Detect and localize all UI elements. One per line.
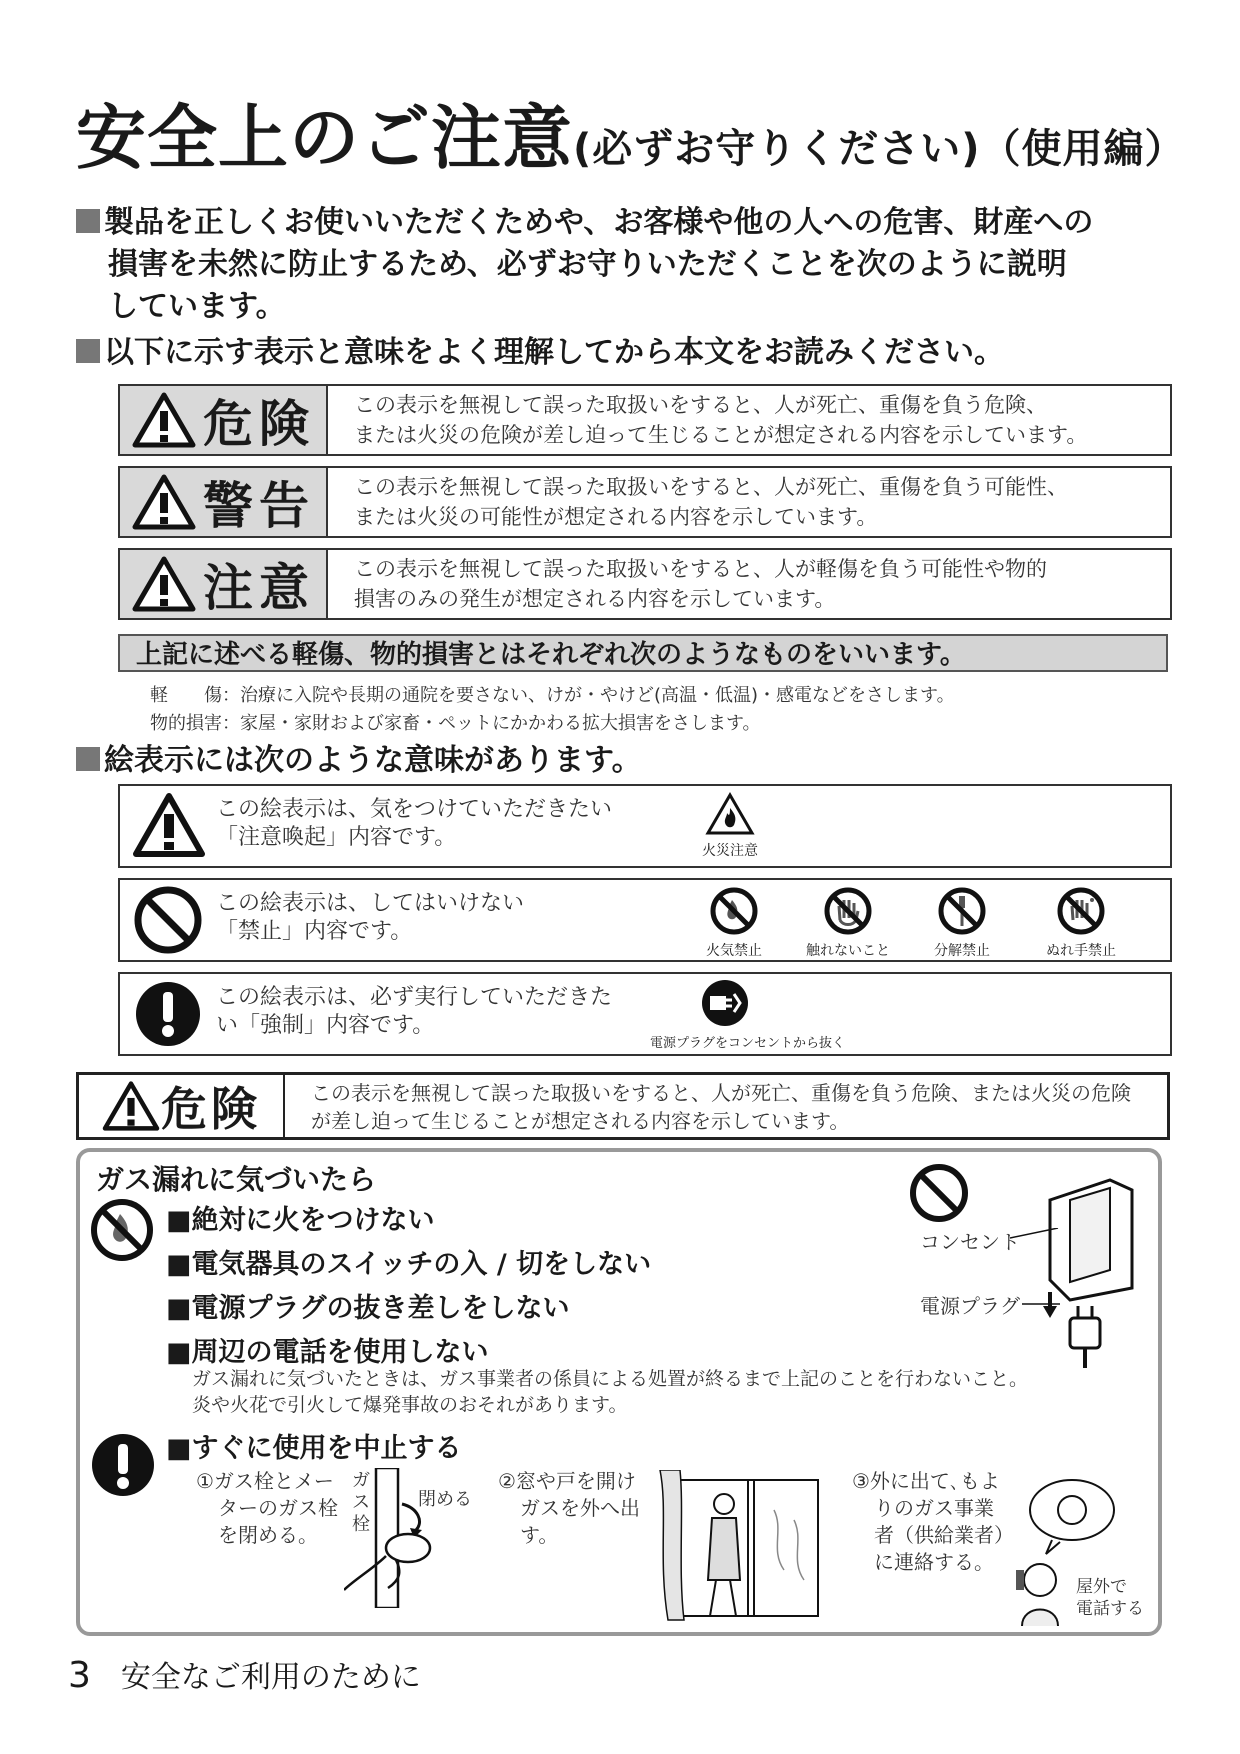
warning-triangle-icon xyxy=(131,555,197,613)
valve-label: ガス栓 xyxy=(352,1470,370,1535)
gas-rule-no-switch: ■電気器具のスイッチの入 / 切をしない xyxy=(166,1249,652,1280)
no-wet-hands-symbol: ぬれ手禁止 xyxy=(1046,886,1116,960)
outlet-label: コンセント xyxy=(920,1230,1020,1254)
fire-caution-icon xyxy=(705,792,755,836)
intro-instruction: 以下に示す表示と意味をよく理解してから本文をお読みください。 xyxy=(76,332,1004,374)
do-not-touch-symbol: 触れないこと xyxy=(806,886,890,960)
definitions-list: 軽 傷：治療に入院や長期の通院を要さない、けが・やけど(高温・低温)・感電などをさします。 物的損害：家屋・家財および家畜・ペットにかかわる拡大損害をさします。 xyxy=(150,685,955,734)
open-window-illustration xyxy=(654,1470,828,1622)
mandatory-action-icon xyxy=(90,1432,156,1498)
prohibition-icon xyxy=(908,1162,970,1224)
gas-valve-illustration xyxy=(344,1468,454,1608)
warning-triangle-icon xyxy=(101,1080,161,1132)
warning-triangle-icon xyxy=(131,391,197,449)
bullet-square-icon xyxy=(76,339,100,363)
page-title: 安全上のご注意(必ずお守りください)（使用編） xyxy=(76,97,1186,179)
mandatory-action-icon xyxy=(132,978,204,1050)
gas-rule-no-phone: ■周辺の電話を使用しない xyxy=(166,1337,489,1368)
definitions-heading: 上記に述べる軽傷、物的損害とはそれぞれ次のようなものをいいます。 xyxy=(118,634,1168,672)
bullet-square-icon xyxy=(76,209,100,233)
prohibition-icon xyxy=(132,884,204,956)
no-disassembly-symbol: 分解禁止 xyxy=(934,886,990,960)
level-danger: 危険 この表示を無視して誤った取扱いをすると、人が死亡、重傷を負う危険、 または火災の危険が差し迫って生じることが想定される内容を示しています。 xyxy=(118,384,1172,456)
no-fire-icon xyxy=(90,1198,154,1262)
gas-rule-no-plug: ■電源プラグの抜き差しをしない xyxy=(166,1293,570,1324)
gas-rule-no-fire: ■絶対に火をつけない xyxy=(166,1205,435,1236)
intro-paragraph: 製品を正しくお使いいただくためや、お客様や他の人への危害、財産への 損害を未然に防止するため、必ずお守りいただくことを次のように説明 しています。 xyxy=(76,202,1093,328)
warning-triangle-icon xyxy=(131,473,197,531)
no-fire-symbol: 火気禁止 xyxy=(706,886,762,960)
caution-triangle-icon xyxy=(132,792,206,858)
unplug-symbol: 電源プラグをコンセントから抜く xyxy=(650,978,800,1051)
phone-outside-label: 屋外で 電話する xyxy=(1076,1577,1144,1619)
close-label: 閉める xyxy=(418,1489,472,1510)
step-3-text: ③外に出て､もよ りのガス事業 者（供給業者） に連絡する。 xyxy=(852,1469,1014,1574)
fire-caution-symbol: 火災注意 xyxy=(702,792,758,860)
page-footer xyxy=(68,1652,421,1696)
plug-label: 電源プラグ xyxy=(920,1294,1020,1318)
gas-leak-note: ガス漏れに気づいたときは、ガス事業者の係員による処置が終るまで上記のことを行わないこと。 炎や火花で引火して爆発事故のおそれがあります。 xyxy=(192,1368,1029,1416)
level-caution: 注意 この表示を無視して誤った取扱いをすると、人が軽傷を負う可能性や物的 損害のみの発生が想定される内容を示しています。 xyxy=(118,548,1172,620)
screwdriver-prohibition-icon xyxy=(937,886,987,936)
pictogram-mandatory-row: この絵表示は、必ず実行していただきた い「強制」内容です。 電源プラグをコンセントから抜く xyxy=(118,972,1172,1056)
step-1-text: ①ガス栓とメー ターのガス栓 を閉める。 xyxy=(196,1469,338,1547)
level-warning: 警告 この表示を無視して誤った取扱いをすると、人が死亡、重傷を負う可能性、 または火災の可能性が想定される内容を示しています。 xyxy=(118,466,1172,538)
step-2-text: ②窓や戸を開け ガスを外へ出 す。 xyxy=(498,1469,640,1547)
unplug-icon xyxy=(700,978,750,1028)
page-number: 3 xyxy=(68,1655,91,1696)
pictogram-caution-row: この絵表示は、気をつけていただきたい 「注意喚起」内容です。 火災注意 xyxy=(118,784,1172,868)
hand-prohibition-icon xyxy=(823,886,873,936)
danger-banner: 危険 この表示を無視して誤った取扱いをすると、人が死亡、重傷を負う危険、または火災の危険 が差し迫って生じることが想定される内容を示しています。 xyxy=(76,1072,1170,1140)
section-name: 安全なご利用のために xyxy=(120,1660,421,1695)
bullet-square-icon xyxy=(76,747,100,771)
wet-hand-prohibition-icon xyxy=(1056,886,1106,936)
stop-use-heading: ■すぐに使用を中止する xyxy=(166,1433,462,1464)
no-fire-icon xyxy=(709,886,759,936)
gas-leak-title: ガス漏れに気づいたら xyxy=(96,1163,377,1196)
pictogram-prohibit-row: この絵表示は、してはいけない 「禁止」内容です。 火気禁止 触れないこと 分解禁止 ぬれ手禁止 xyxy=(118,878,1172,962)
pictogram-heading: 絵表示には次のような意味があります。 xyxy=(76,740,642,782)
